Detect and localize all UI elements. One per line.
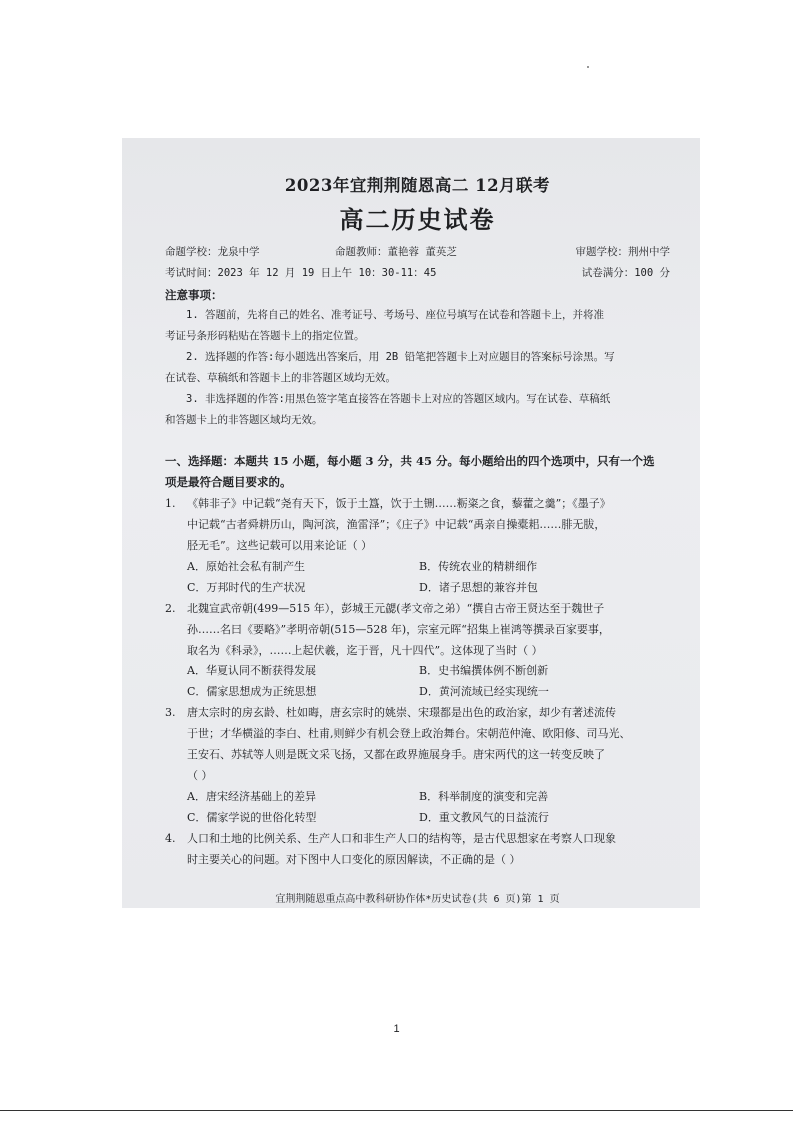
question-line: 胫无毛”。这些记载可以用来论证（ ）	[187, 539, 373, 552]
page-footer: 宜荆荆随恩重点高中教科研协作体*历史试卷(共 6 页)第 1 页	[275, 894, 560, 905]
question-line: 于世；才华横溢的李白、杜甫,则鲜少有机会登上政治舞台。宋朝范仲淹、欧阳修、司马光、	[187, 727, 631, 740]
meta-teacher: 命题教师：董艳蓉 董英芝	[335, 246, 457, 258]
paper-title: 高二历史试卷	[339, 205, 496, 234]
scan-speck	[587, 66, 589, 68]
question-line: 时主要关心的问题。对下图中人口变化的原因解读，不正确的是（ ）	[187, 853, 521, 866]
option-b: B．科举制度的演变和完善	[419, 790, 549, 803]
question-number: 3.	[165, 706, 176, 719]
notice-item-2	[165, 347, 657, 389]
question-line: 北魏宣武帝朝(499—515 年），彭城王元勰(孝文帝之弟）“撰自古帝王贤达至于魏世子	[187, 602, 605, 615]
question-line: 孙……名曰《要略》”孝明帝朝(515—528 年)，宗室元晖“招集上崔鸿等撰录百家要事，	[187, 623, 610, 636]
option-c: C．儒家学说的世俗化转型	[187, 811, 317, 824]
notice-line: 在试卷、草稿纸和答题卡上的非答题区域均无效。	[165, 372, 396, 384]
notice-item-1	[165, 305, 657, 347]
notice-line: 1. 答题前，先将自己的姓名、准考证号、考场号、座位号填写在试卷和答题卡上，并将准	[186, 309, 604, 321]
section-line: 一、选择题：本题共 15 小题，每小题 3 分，共 45 分。每小题给出的四个选项中，只有一个选	[165, 454, 655, 468]
question-line: 唐太宗时的房玄龄、杜如晦，唐玄宗时的姚崇、宋璟都是出色的政治家，却少有著述流传	[187, 706, 616, 719]
question-4	[165, 828, 670, 870]
option-d: D．重文教风气的日益流行	[419, 811, 549, 824]
option-c: C．儒家思想成为正统思想	[187, 685, 317, 698]
notice-title: 注意事项：	[165, 288, 223, 302]
question-line: 取名为《科录》，……上起伏羲，迄于晋，凡十四代”。这体现了当时（ ）	[187, 644, 543, 657]
question-number: 1.	[165, 497, 176, 510]
section-heading	[165, 451, 670, 493]
bottom-divider	[0, 1110, 793, 1111]
notice-line: 2. 选择题的作答:每小题选出答案后，用 2B 铅笔把答题卡上对应题目的答案标号涂黑。写	[186, 351, 615, 363]
meta-review-school: 审题学校：荆州中学	[575, 246, 670, 258]
notice-item-3	[165, 389, 657, 431]
notice-line: 考证号条形码粘贴在答题卡上的指定位置。	[165, 330, 365, 342]
question-line: 王安石、苏轼等人则是既文采飞扬，又都在政界施展身手。唐宋两代的这一转变反映了	[187, 748, 605, 761]
question-line: 中记载“古者舜耕历山，陶河滨，渔雷泽”；《庄子》中记载“禹亲自操橐耜……腓无胈，	[187, 518, 606, 531]
question-1	[165, 493, 670, 556]
question-line: 《韩非子》中记载“尧有天下，饭于土簋，饮于土铏……粝粢之食，藜藿之羹”；《墨子》	[187, 497, 611, 510]
option-b: B．史书编撰体例不断创新	[419, 664, 549, 677]
question-number: 4.	[165, 832, 176, 845]
question-line: （ ）	[187, 769, 213, 782]
question-2	[165, 598, 670, 661]
question-3	[165, 702, 670, 786]
scanned-exam-page	[122, 138, 700, 908]
meta-score: 试卷满分：100 分	[581, 267, 670, 279]
option-d: D．诸子思想的兼容并包	[419, 581, 538, 594]
page-number: 1	[393, 1023, 400, 1035]
question-line: 人口和土地的比例关系、生产人口和非生产人口的结构等，是古代思想家在考察人口现象	[187, 832, 616, 845]
exam-title: 2023年宜荆荆随恩高二 12月联考	[284, 176, 551, 195]
option-a: A．唐宋经济基础上的差异	[187, 790, 316, 803]
meta-time: 考试时间：2023 年 12 月 19 日上午 10：30-11：45	[165, 267, 437, 279]
section-line: 项是最符合题目要求的。	[165, 475, 292, 489]
option-a: A．华夏认同不断获得发展	[187, 664, 316, 677]
question-number: 2.	[165, 602, 176, 615]
option-a: A．原始社会私有制产生	[187, 560, 305, 573]
notice-line: 3. 非选择题的作答:用黑色签字笔直接答在答题卡上对应的答题区域内。写在试卷、草稿纸	[186, 393, 611, 405]
meta-school: 命题学校：龙泉中学	[165, 246, 260, 258]
option-b: B．传统农业的精耕细作	[419, 560, 538, 573]
option-c: C．万邦时代的生产状况	[187, 581, 306, 594]
notice-line: 和答题卡上的非答题区域均无效。	[165, 414, 323, 426]
option-d: D．黄河流域已经实现统一	[419, 685, 549, 698]
